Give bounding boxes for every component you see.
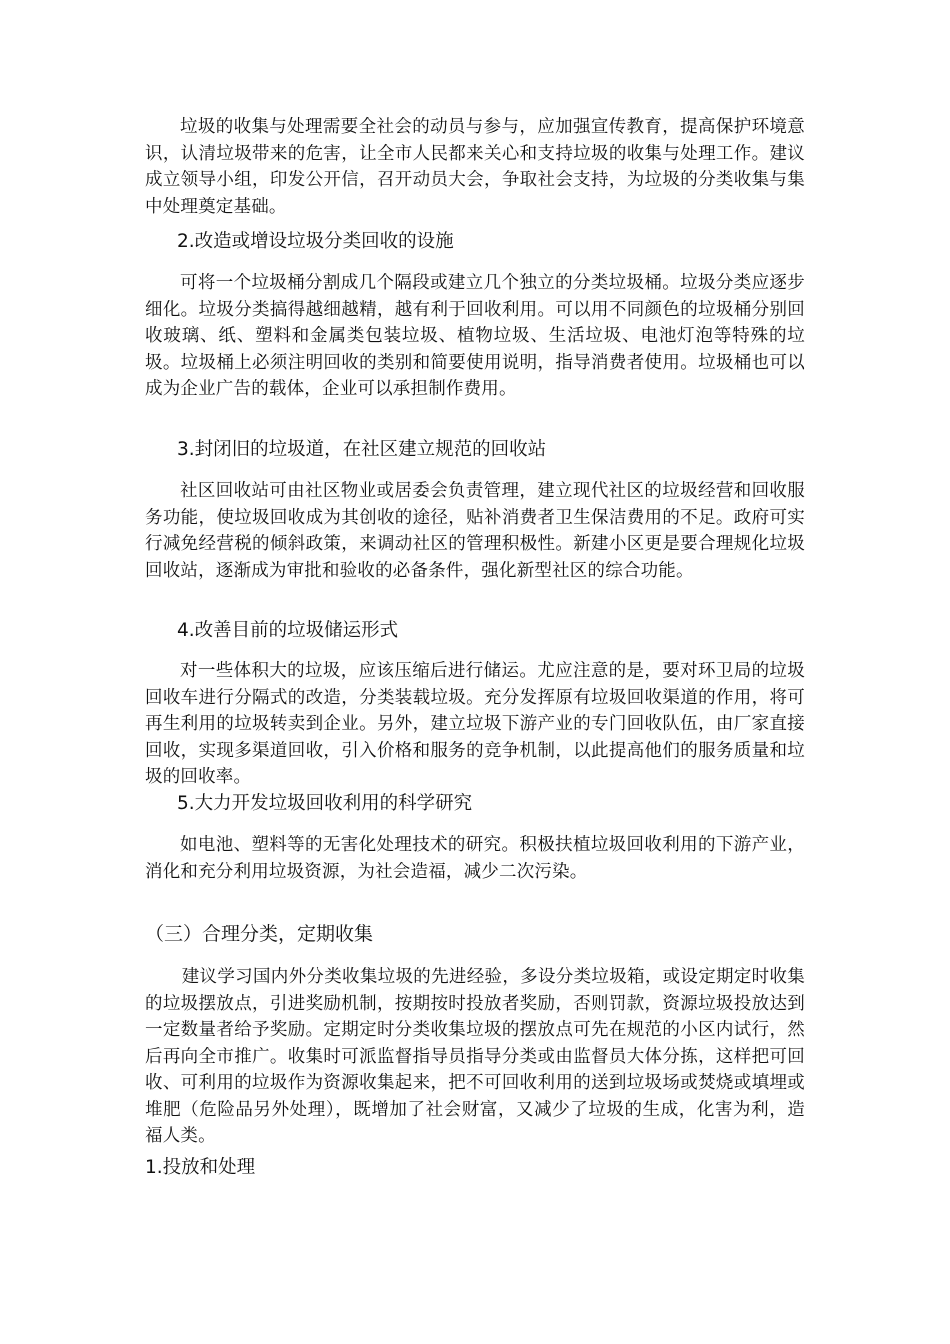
paragraph-classification bbox=[145, 964, 805, 1150]
paragraph-text: 如电池、塑料等的无害化处理技术的研究。积极扶植垃圾回收利用的下游产业，消化和充分利用垃圾资源，为社会造福，减少二次污染。 bbox=[145, 835, 805, 882]
heading-text: 1.投放和处理 bbox=[145, 1157, 256, 1178]
paragraph-publicity bbox=[145, 114, 805, 220]
heading-disposal bbox=[145, 1155, 805, 1181]
paragraph-text: 垃圾的收集与处理需要全社会的动员与参与，应加强宣传教育，提高保护环境意识，认清垃圾带来的危害，让全市人民都来关心和支持垃圾的收集与处理工作。建议成立领导小组，印发公开信，召开动员大会，争取社会支持，为垃圾的分类收集与集中处理奠定基础。 bbox=[145, 117, 805, 217]
heading-recycling-station bbox=[145, 437, 805, 463]
heading-research bbox=[145, 791, 805, 817]
paragraph-text: 可将一个垃圾桶分割成几个隔段或建立几个独立的分类垃圾桶。垃圾分类应逐步细化。垃圾分类搞得越细越精，越有利于回收利用。可以用不同颜色的垃圾桶分别回收玻璃、纸、塑料和金属类包装垃圾、植物垃圾、生活垃圾、电池灯泡等特殊的垃圾。垃圾桶上必须注明回收的类别和简要使用说明，指导消费者使用。垃圾桶也可以成为企业广告的载体，企业可以承担制作费用。 bbox=[145, 273, 805, 399]
paragraph-text: 建议学习国内外分类收集垃圾的先进经验，多设分类垃圾箱，或设定期定时收集的垃圾摆放点，引进奖励机制，按期按时投放者奖励，否则罚款，资源垃圾投放达到一定数量者给予奖励。定期定时分类收集垃圾的摆放点可先在规范的小区内试行，然后再向全市推广。收集时可派监督指导员指导分类或由监督员大体分拣，这样把可回收、可利用的垃圾作为资源收集起来，把不可回收利用的送到垃圾场或焚烧或填埋或堆肥（危险品另外处理），既增加了社会财富，又减少了垃圾的生成，化害为利，造福人类。 bbox=[145, 967, 805, 1146]
paragraph-storage-transport bbox=[145, 658, 805, 791]
section-title: （三）合理分类，定期收集 bbox=[145, 923, 374, 945]
paragraph-recycling-station bbox=[145, 478, 805, 584]
heading-storage-transport bbox=[145, 618, 805, 644]
heading-text: 5.大力开发垃圾回收利用的科学研究 bbox=[177, 793, 473, 814]
paragraph-text: 社区回收站可由社区物业或居委会负责管理，建立现代社区的垃圾经营和回收服务功能，使垃圾回收成为其创收的途径，贴补消费者卫生保洁费用的不足。政府可实行减免经营税的倾斜政策，来调动社区的管理积极性。新建小区更是要合理规化垃圾回收站，逐渐成为审批和验收的必备条件，强化新型社区的综合功能。 bbox=[145, 481, 805, 581]
paragraph-facilities bbox=[145, 270, 805, 403]
paragraph-text: 对一些体积大的垃圾，应该压缩后进行储运。尤应注意的是，要对环卫局的垃圾回收车进行分隔式的改造，分类装载垃圾。充分发挥原有垃圾回收渠道的作用，将可再生利用的垃圾转卖到企业。另外，建立垃圾下游产业的专门回收队伍，由厂家直接回收，实现多渠道回收，引入价格和服务的竞争机制，以此提高他们的服务质量和垃圾的回收率。 bbox=[145, 661, 805, 787]
section-heading-classification bbox=[145, 921, 805, 947]
heading-text: 3.封闭旧的垃圾道，在社区建立规范的回收站 bbox=[177, 439, 547, 460]
paragraph-research bbox=[145, 832, 805, 885]
heading-facilities bbox=[145, 229, 805, 255]
heading-text: 4.改善目前的垃圾储运形式 bbox=[177, 620, 399, 641]
heading-text: 2.改造或增设垃圾分类回收的设施 bbox=[177, 231, 454, 252]
